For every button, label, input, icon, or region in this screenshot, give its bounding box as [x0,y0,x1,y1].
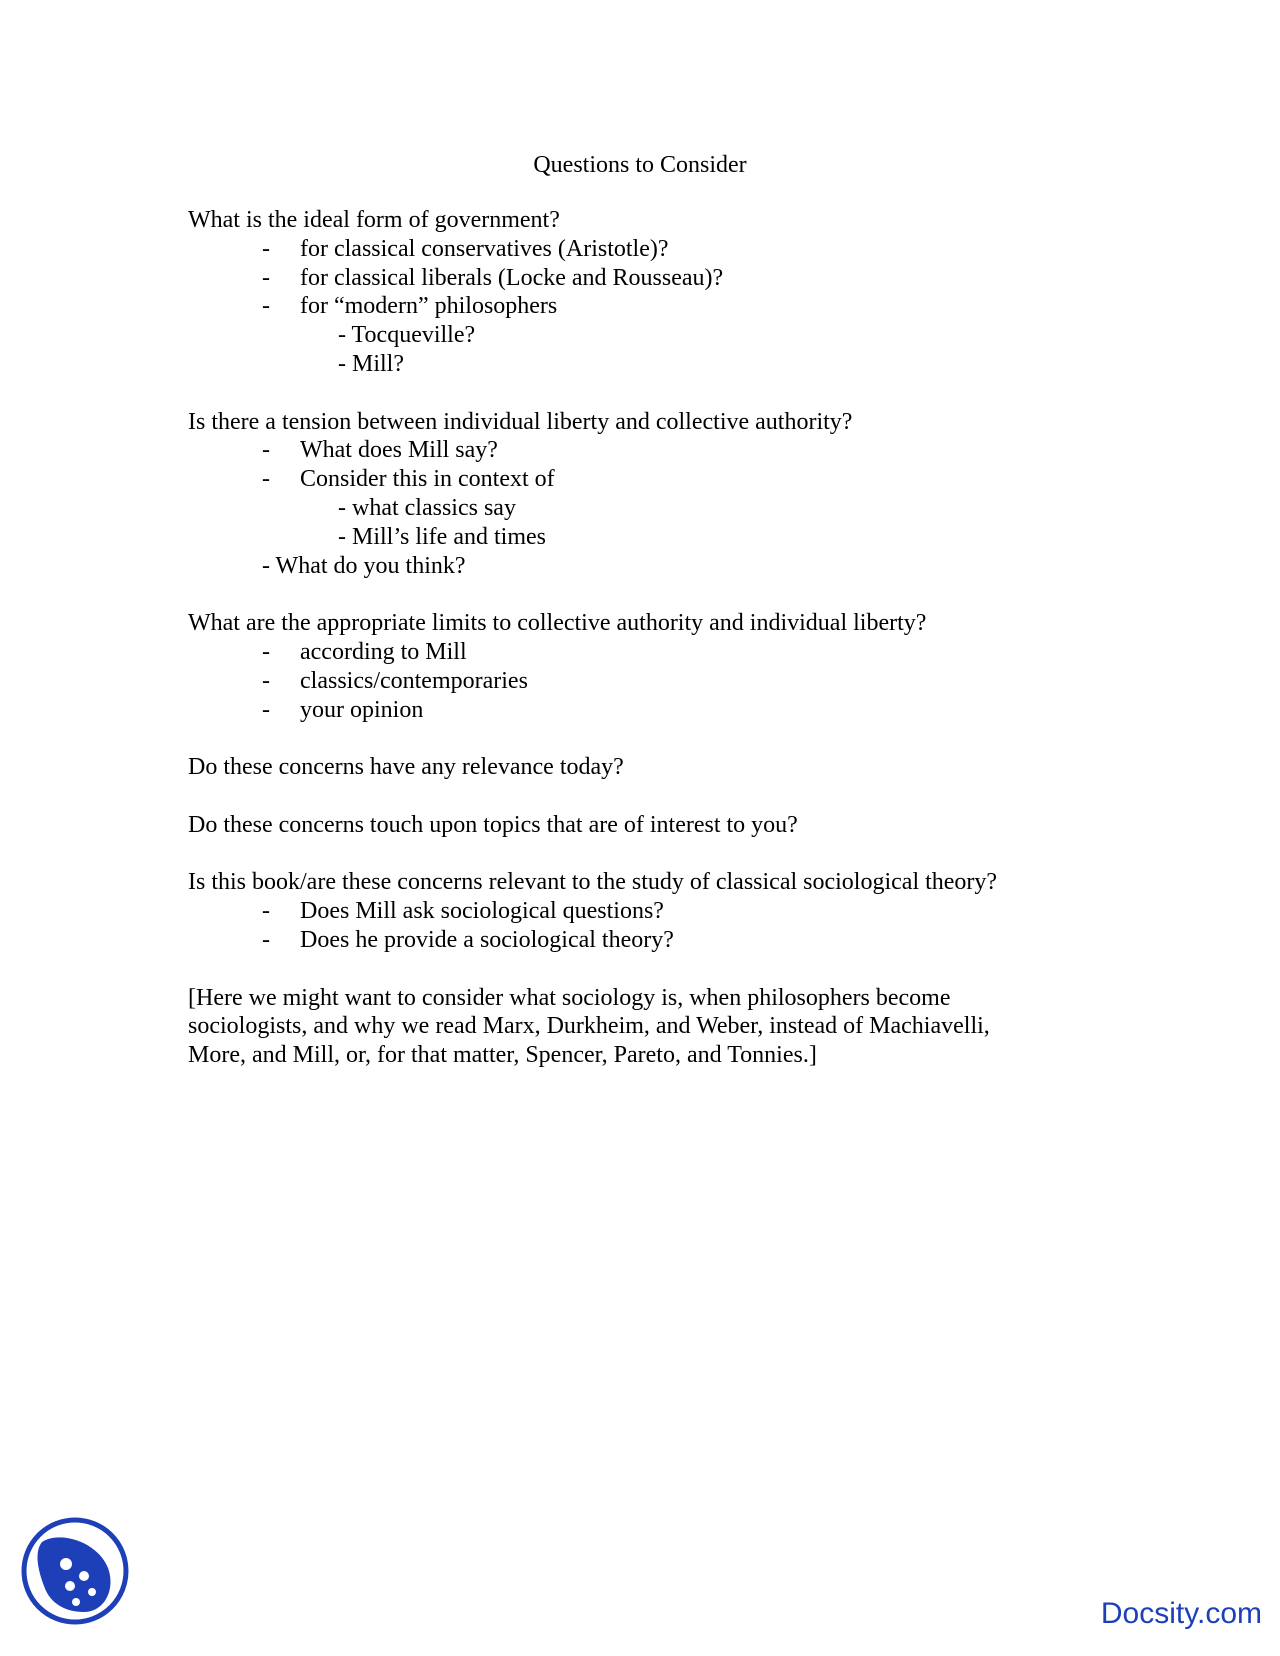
docsity-brand-link[interactable]: Docsity.com [1100,1597,1262,1630]
bullet-item [188,436,1088,465]
question-section-1 [188,206,1088,379]
question-section-3 [188,609,1088,724]
bullet-item [188,264,1088,293]
bullet-text: according to Mill [300,638,467,665]
bullet-item [188,235,1088,264]
page-title: Questions to Consider [533,152,747,178]
bullet-text: classics/contemporaries [300,667,528,694]
bullet-item [188,465,1088,494]
sub-item: - Mill? [338,350,404,377]
note-line: [Here we might want to consider what sociology is, when philosophers become [188,984,951,1011]
bullet-dash: - [262,437,270,464]
bullet-item [188,292,1088,321]
sub-item: - what classics say [338,494,516,521]
bullet-text: for classical conservatives (Aristotle)? [300,235,669,262]
question-section-2 [188,408,1088,581]
bullet-dash: - [262,264,270,291]
note-line: More, and Mill, or, for that matter, Spencer, Pareto, and Tonnies.] [188,1042,817,1069]
bullet-item [188,667,1088,696]
question-text: Is this book/are these concerns relevant to the study of classical sociological theory? [188,869,998,896]
bullet-dash: - [262,235,270,262]
trailing-item: - What do you think? [262,552,466,579]
question-section-4 [188,753,1088,782]
bullet-dash: - [262,667,270,694]
bullet-dash: - [262,926,270,953]
bullet-dash: - [262,638,270,665]
bullet-text: Does he provide a sociological theory? [300,926,674,953]
question-text: Do these concerns touch upon topics that are of interest to you? [188,811,798,838]
question-section-5 [188,811,1088,840]
bullet-text: your opinion [300,696,424,723]
bullet-item [188,897,1088,926]
bullet-text: Consider this in context of [300,466,555,493]
note-line: sociologists, and why we read Marx, Durkheim, and Weber, instead of Machiavelli, [188,1013,990,1040]
bullet-dash: - [262,293,270,320]
bullet-text: What does Mill say? [300,437,498,464]
question-text: What are the appropriate limits to collective authority and individual liberty? [188,610,927,637]
bullet-item [188,696,1088,725]
document-body [188,206,1088,1099]
question-text: What is the ideal form of government? [188,207,560,233]
closing-note [188,984,1088,1070]
bullet-dash: - [262,898,270,925]
bullet-item [188,926,1088,955]
bullet-text: for “modern” philosophers [300,293,558,320]
bullet-text: for classical liberals (Locke and Rousseau)? [300,264,724,291]
bullet-item [188,638,1088,667]
bullet-dash: - [262,466,270,493]
bullet-text: Does Mill ask sociological questions? [300,898,664,925]
question-text: Do these concerns have any relevance today? [188,754,624,781]
bullet-dash: - [262,696,270,723]
docsity-logo-icon[interactable] [20,1516,130,1626]
sub-item: - Tocqueville? [338,322,476,349]
question-section-6 [188,868,1088,954]
sub-item: - Mill’s life and times [338,523,546,550]
question-text: Is there a tension between individual liberty and collective authority? [188,408,853,435]
